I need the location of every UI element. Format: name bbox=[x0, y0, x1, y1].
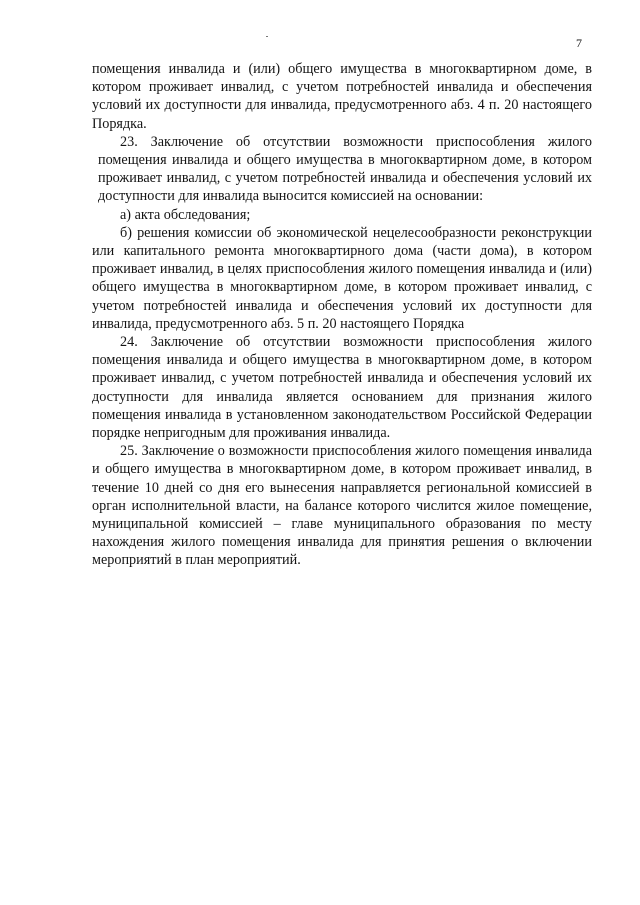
page-number: 7 bbox=[576, 36, 582, 50]
paragraph-24: 24. Заключение об отсутствии возможности приспособления жилого помещения инвалида и общего имущества в многоквартирном доме, в котором проживает инвалид, с учетом потребностей инвалида и обеспечения условий их доступности для инвалида является основанием для признания жилого помещения инвалида в установленном законодательством Российской Федерации порядке непригодным для проживания инвалида. bbox=[92, 334, 592, 442]
list-item-a: а) акта обследования; bbox=[120, 206, 251, 223]
paragraph-23: 23. Заключение об отсутствии возможности приспособления жилого помещения инвалида и общего имущества в многоквартирном доме, в котором проживает инвалид, с учетом потребностей инвалида и обеспечения условий их доступности для инвалида выносится комиссией на основании: bbox=[98, 133, 592, 205]
document-body bbox=[92, 60, 592, 570]
list-item-b: б) решения комиссии об экономической нецелесообразности реконструкции или капитального ремонта многоквартирного дома (части дома), в котором проживает инвалид, в целях приспособления жилого помещения инвалида и (или) общего имущества в многоквартирном доме, в котором проживает инвалид, с учетом потребностей инвалида и обеспечения условий их доступности для инвалида, предусмотренного абз. 5 п. 20 настоящего Порядка bbox=[92, 224, 592, 332]
paragraph-25: 25. Заключение о возможности приспособления жилого помещения инвалида и общего имущества в многоквартирном доме, в котором проживает инвалид, в течение 10 дней со дня его вынесения направляется региональной комиссией в орган исполнительной власти, на балансе которого числится жилое помещение, муниципальной комиссией – главе муниципального образования по месту нахождения жилого помещения инвалида для принятия решения о включении мероприятий в план мероприятий. bbox=[92, 443, 592, 569]
paragraph-continuation: помещения инвалида и (или) общего имущества в многоквартирном доме, в котором проживает инвалид, с учетом потребностей инвалида и обеспечения условий их доступности для инвалида, предусмотренного абз. 4 п. 20 настоящего Порядка. bbox=[92, 61, 592, 132]
scan-speck bbox=[266, 36, 268, 37]
